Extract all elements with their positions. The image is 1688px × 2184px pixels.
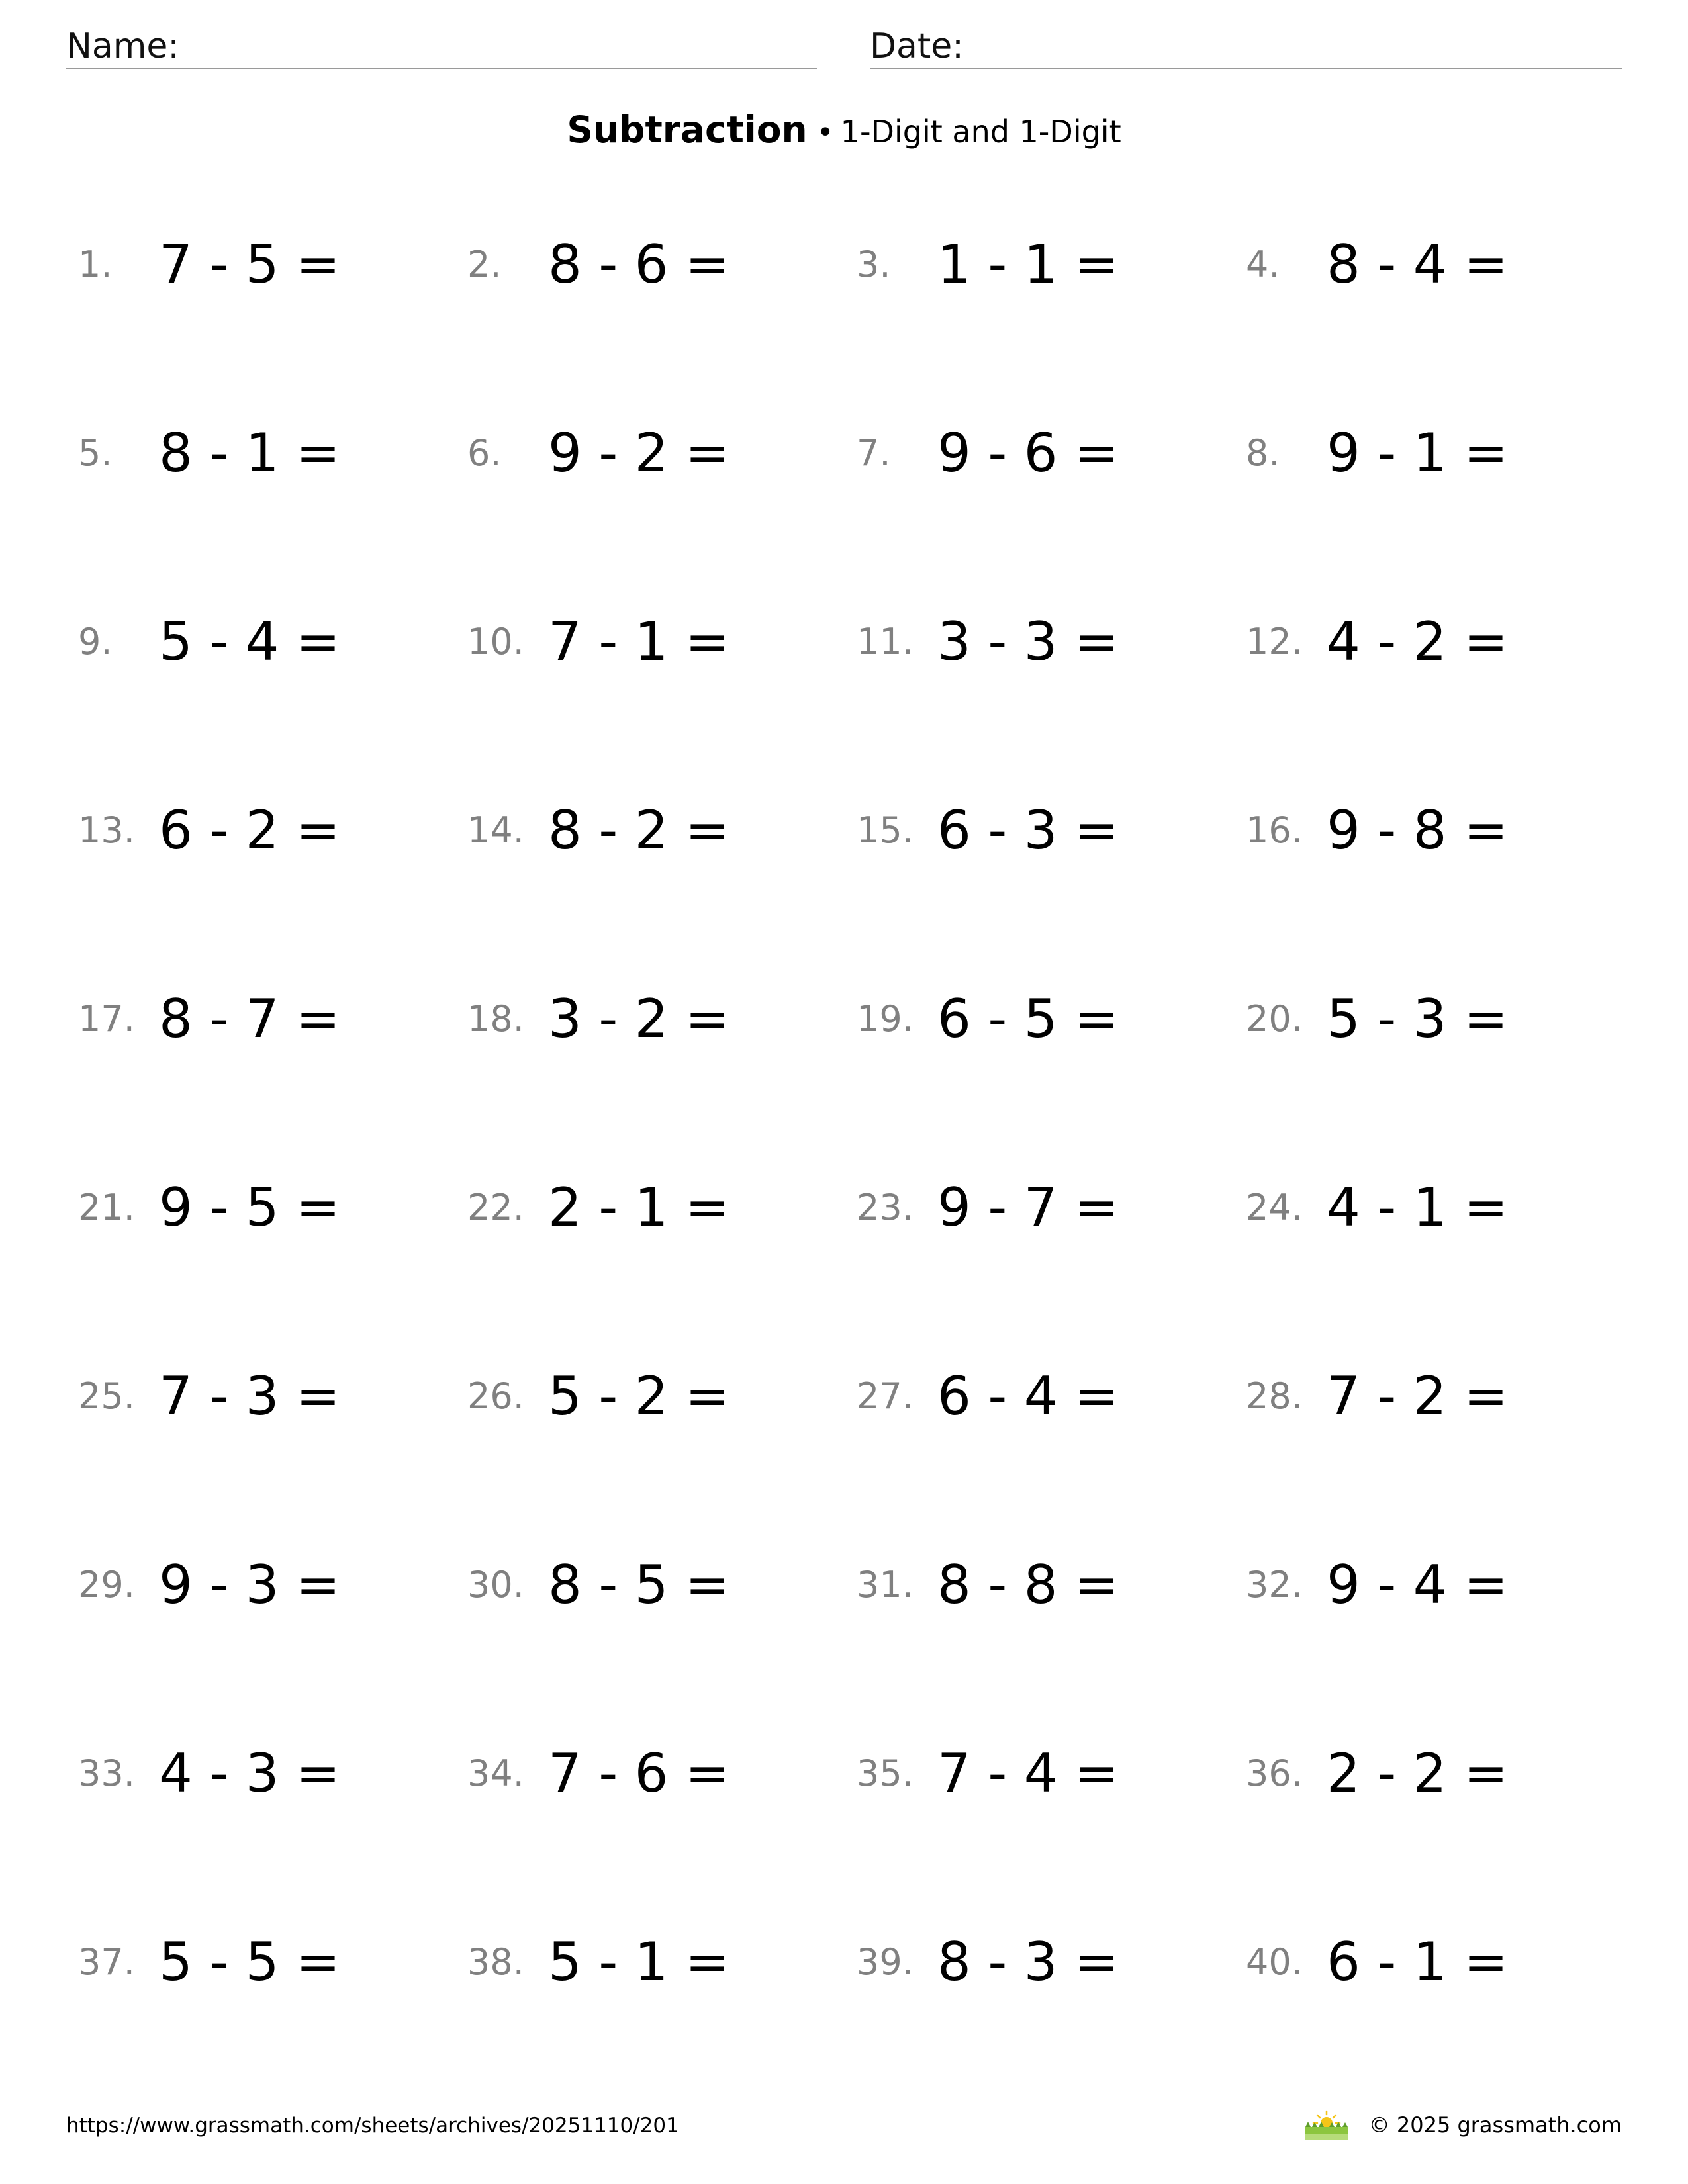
problem-number: 23. — [857, 1187, 914, 1228]
problem-number: 22. — [467, 1187, 524, 1228]
date-label: Date: — [870, 26, 964, 66]
problem-number: 25. — [78, 1375, 135, 1417]
problem-expression: 9 - 8 = — [1327, 799, 1508, 861]
problem-expression: 4 - 1 = — [1327, 1177, 1508, 1238]
problem-expression: 3 - 3 = — [937, 611, 1119, 672]
problem-number: 24. — [1246, 1187, 1303, 1228]
problem-expression: 7 - 6 = — [548, 1743, 729, 1804]
footer-branding — [1303, 2106, 1622, 2144]
problem-expression: 6 - 3 = — [937, 799, 1119, 861]
title-main: Subtraction — [567, 109, 808, 151]
problem-number: 32. — [1246, 1564, 1303, 1606]
problem-expression: 5 - 2 = — [548, 1365, 729, 1427]
problem-item — [467, 1734, 856, 1813]
problem-expression: 6 - 4 = — [937, 1365, 1119, 1427]
problem-number: 12. — [1246, 621, 1303, 662]
problem-number: 31. — [857, 1564, 914, 1606]
problem-number: 37. — [78, 1941, 135, 1983]
problem-item — [78, 602, 467, 682]
problem-expression: 8 - 3 = — [937, 1931, 1119, 1993]
title-separator: • — [816, 116, 834, 150]
problem-expression: 4 - 2 = — [1327, 611, 1508, 672]
problem-item — [857, 979, 1245, 1059]
problem-number: 5. — [78, 432, 113, 474]
problem-number: 21. — [78, 1187, 135, 1228]
problem-expression: 5 - 1 = — [548, 1931, 729, 1993]
problem-number: 38. — [467, 1941, 524, 1983]
problem-expression: 5 - 3 = — [1327, 988, 1508, 1050]
name-field[interactable] — [66, 24, 817, 69]
worksheet-title — [0, 106, 1688, 163]
problem-expression: 8 - 7 = — [159, 988, 340, 1050]
problem-number: 27. — [857, 1375, 914, 1417]
problem-item — [1246, 1545, 1634, 1625]
problem-item — [857, 1357, 1245, 1436]
problem-expression: 9 - 6 = — [937, 422, 1119, 484]
problem-number: 29. — [78, 1564, 135, 1606]
problem-number: 7. — [857, 432, 891, 474]
problem-item — [1246, 414, 1634, 493]
problem-item — [467, 602, 856, 682]
problem-number: 3. — [857, 244, 891, 285]
problem-item — [78, 1734, 467, 1813]
problem-item — [1246, 1168, 1634, 1248]
problem-number: 13. — [78, 809, 135, 851]
problem-expression: 9 - 5 = — [159, 1177, 340, 1238]
problem-expression: 8 - 6 = — [548, 234, 729, 295]
problem-expression: 9 - 4 = — [1327, 1554, 1508, 1615]
copyright-text: © 2025 grassmath.com — [1368, 2113, 1622, 2138]
problem-number: 39. — [857, 1941, 914, 1983]
problem-number: 4. — [1246, 244, 1280, 285]
problem-number: 19. — [857, 998, 914, 1040]
problem-item — [467, 1545, 856, 1625]
problem-item — [857, 1734, 1245, 1813]
problem-number: 9. — [78, 621, 113, 662]
problem-item — [78, 1357, 467, 1436]
problem-item — [78, 791, 467, 870]
problem-item — [1246, 979, 1634, 1059]
problem-expression: 9 - 2 = — [548, 422, 729, 484]
problem-item — [1246, 791, 1634, 870]
problem-item — [467, 225, 856, 304]
problem-expression: 6 - 2 = — [159, 799, 340, 861]
problem-expression: 5 - 5 = — [159, 1931, 340, 1993]
problem-expression: 7 - 2 = — [1327, 1365, 1508, 1427]
problem-number: 35. — [857, 1752, 914, 1794]
problem-item — [78, 1545, 467, 1625]
problem-number: 34. — [467, 1752, 524, 1794]
problem-item — [467, 1923, 856, 2002]
problem-expression: 3 - 2 = — [548, 988, 729, 1050]
problem-expression: 7 - 5 = — [159, 234, 340, 295]
problem-item — [857, 602, 1245, 682]
problem-grid — [0, 225, 1688, 2038]
problem-expression: 2 - 1 = — [548, 1177, 729, 1238]
title-subtitle: 1-Digit and 1-Digit — [840, 114, 1121, 150]
problem-number: 26. — [467, 1375, 524, 1417]
problem-number: 8. — [1246, 432, 1280, 474]
problem-expression: 9 - 1 = — [1327, 422, 1508, 484]
problem-number: 17. — [78, 998, 135, 1040]
problem-number: 36. — [1246, 1752, 1303, 1794]
problem-number: 33. — [78, 1752, 135, 1794]
problem-item — [1246, 225, 1634, 304]
footer-url: https://www.grassmath.com/sheets/archives/20251110/201 — [66, 2114, 679, 2138]
problem-expression: 5 - 4 = — [159, 611, 340, 672]
problem-expression: 4 - 3 = — [159, 1743, 340, 1804]
problem-expression: 7 - 4 = — [937, 1743, 1119, 1804]
problem-item — [857, 414, 1245, 493]
problem-number: 11. — [857, 621, 914, 662]
problem-expression: 8 - 4 = — [1327, 234, 1508, 295]
problem-item — [857, 1923, 1245, 2002]
problem-expression: 8 - 1 = — [159, 422, 340, 484]
problem-number: 40. — [1246, 1941, 1303, 1983]
grassmath-logo-icon — [1303, 2109, 1350, 2142]
problem-number: 14. — [467, 809, 524, 851]
problem-item — [467, 791, 856, 870]
problem-expression: 8 - 8 = — [937, 1554, 1119, 1615]
problem-number: 28. — [1246, 1375, 1303, 1417]
problem-number: 15. — [857, 809, 914, 851]
problem-number: 6. — [467, 432, 502, 474]
problem-expression: 9 - 3 = — [159, 1554, 340, 1615]
problem-expression: 2 - 2 = — [1327, 1743, 1508, 1804]
problem-number: 10. — [467, 621, 524, 662]
date-field[interactable] — [870, 24, 1622, 69]
problem-item — [78, 225, 467, 304]
problem-item — [78, 1168, 467, 1248]
problem-item — [78, 979, 467, 1059]
problem-expression: 7 - 3 = — [159, 1365, 340, 1427]
problem-item — [1246, 1923, 1634, 2002]
problem-item — [1246, 1357, 1634, 1436]
problem-item — [78, 414, 467, 493]
name-label: Name: — [66, 26, 179, 66]
problem-expression: 1 - 1 = — [937, 234, 1119, 295]
problem-item — [467, 1168, 856, 1248]
problem-number: 16. — [1246, 809, 1303, 851]
problem-item — [857, 1545, 1245, 1625]
problem-expression: 7 - 1 = — [548, 611, 729, 672]
problem-expression: 9 - 7 = — [937, 1177, 1119, 1238]
problem-number: 20. — [1246, 998, 1303, 1040]
problem-expression: 6 - 5 = — [937, 988, 1119, 1050]
problem-expression: 8 - 2 = — [548, 799, 729, 861]
problem-expression: 8 - 5 = — [548, 1554, 729, 1615]
problem-item — [857, 791, 1245, 870]
problem-item — [1246, 1734, 1634, 1813]
problem-item — [467, 979, 856, 1059]
problem-number: 30. — [467, 1564, 524, 1606]
problem-item — [78, 1923, 467, 2002]
problem-item — [857, 225, 1245, 304]
problem-item — [467, 1357, 856, 1436]
problem-item — [467, 414, 856, 493]
problem-expression: 6 - 1 = — [1327, 1931, 1508, 1993]
problem-number: 18. — [467, 998, 524, 1040]
problem-number: 2. — [467, 244, 502, 285]
problem-item — [857, 1168, 1245, 1248]
problem-item — [1246, 602, 1634, 682]
problem-number: 1. — [78, 244, 113, 285]
